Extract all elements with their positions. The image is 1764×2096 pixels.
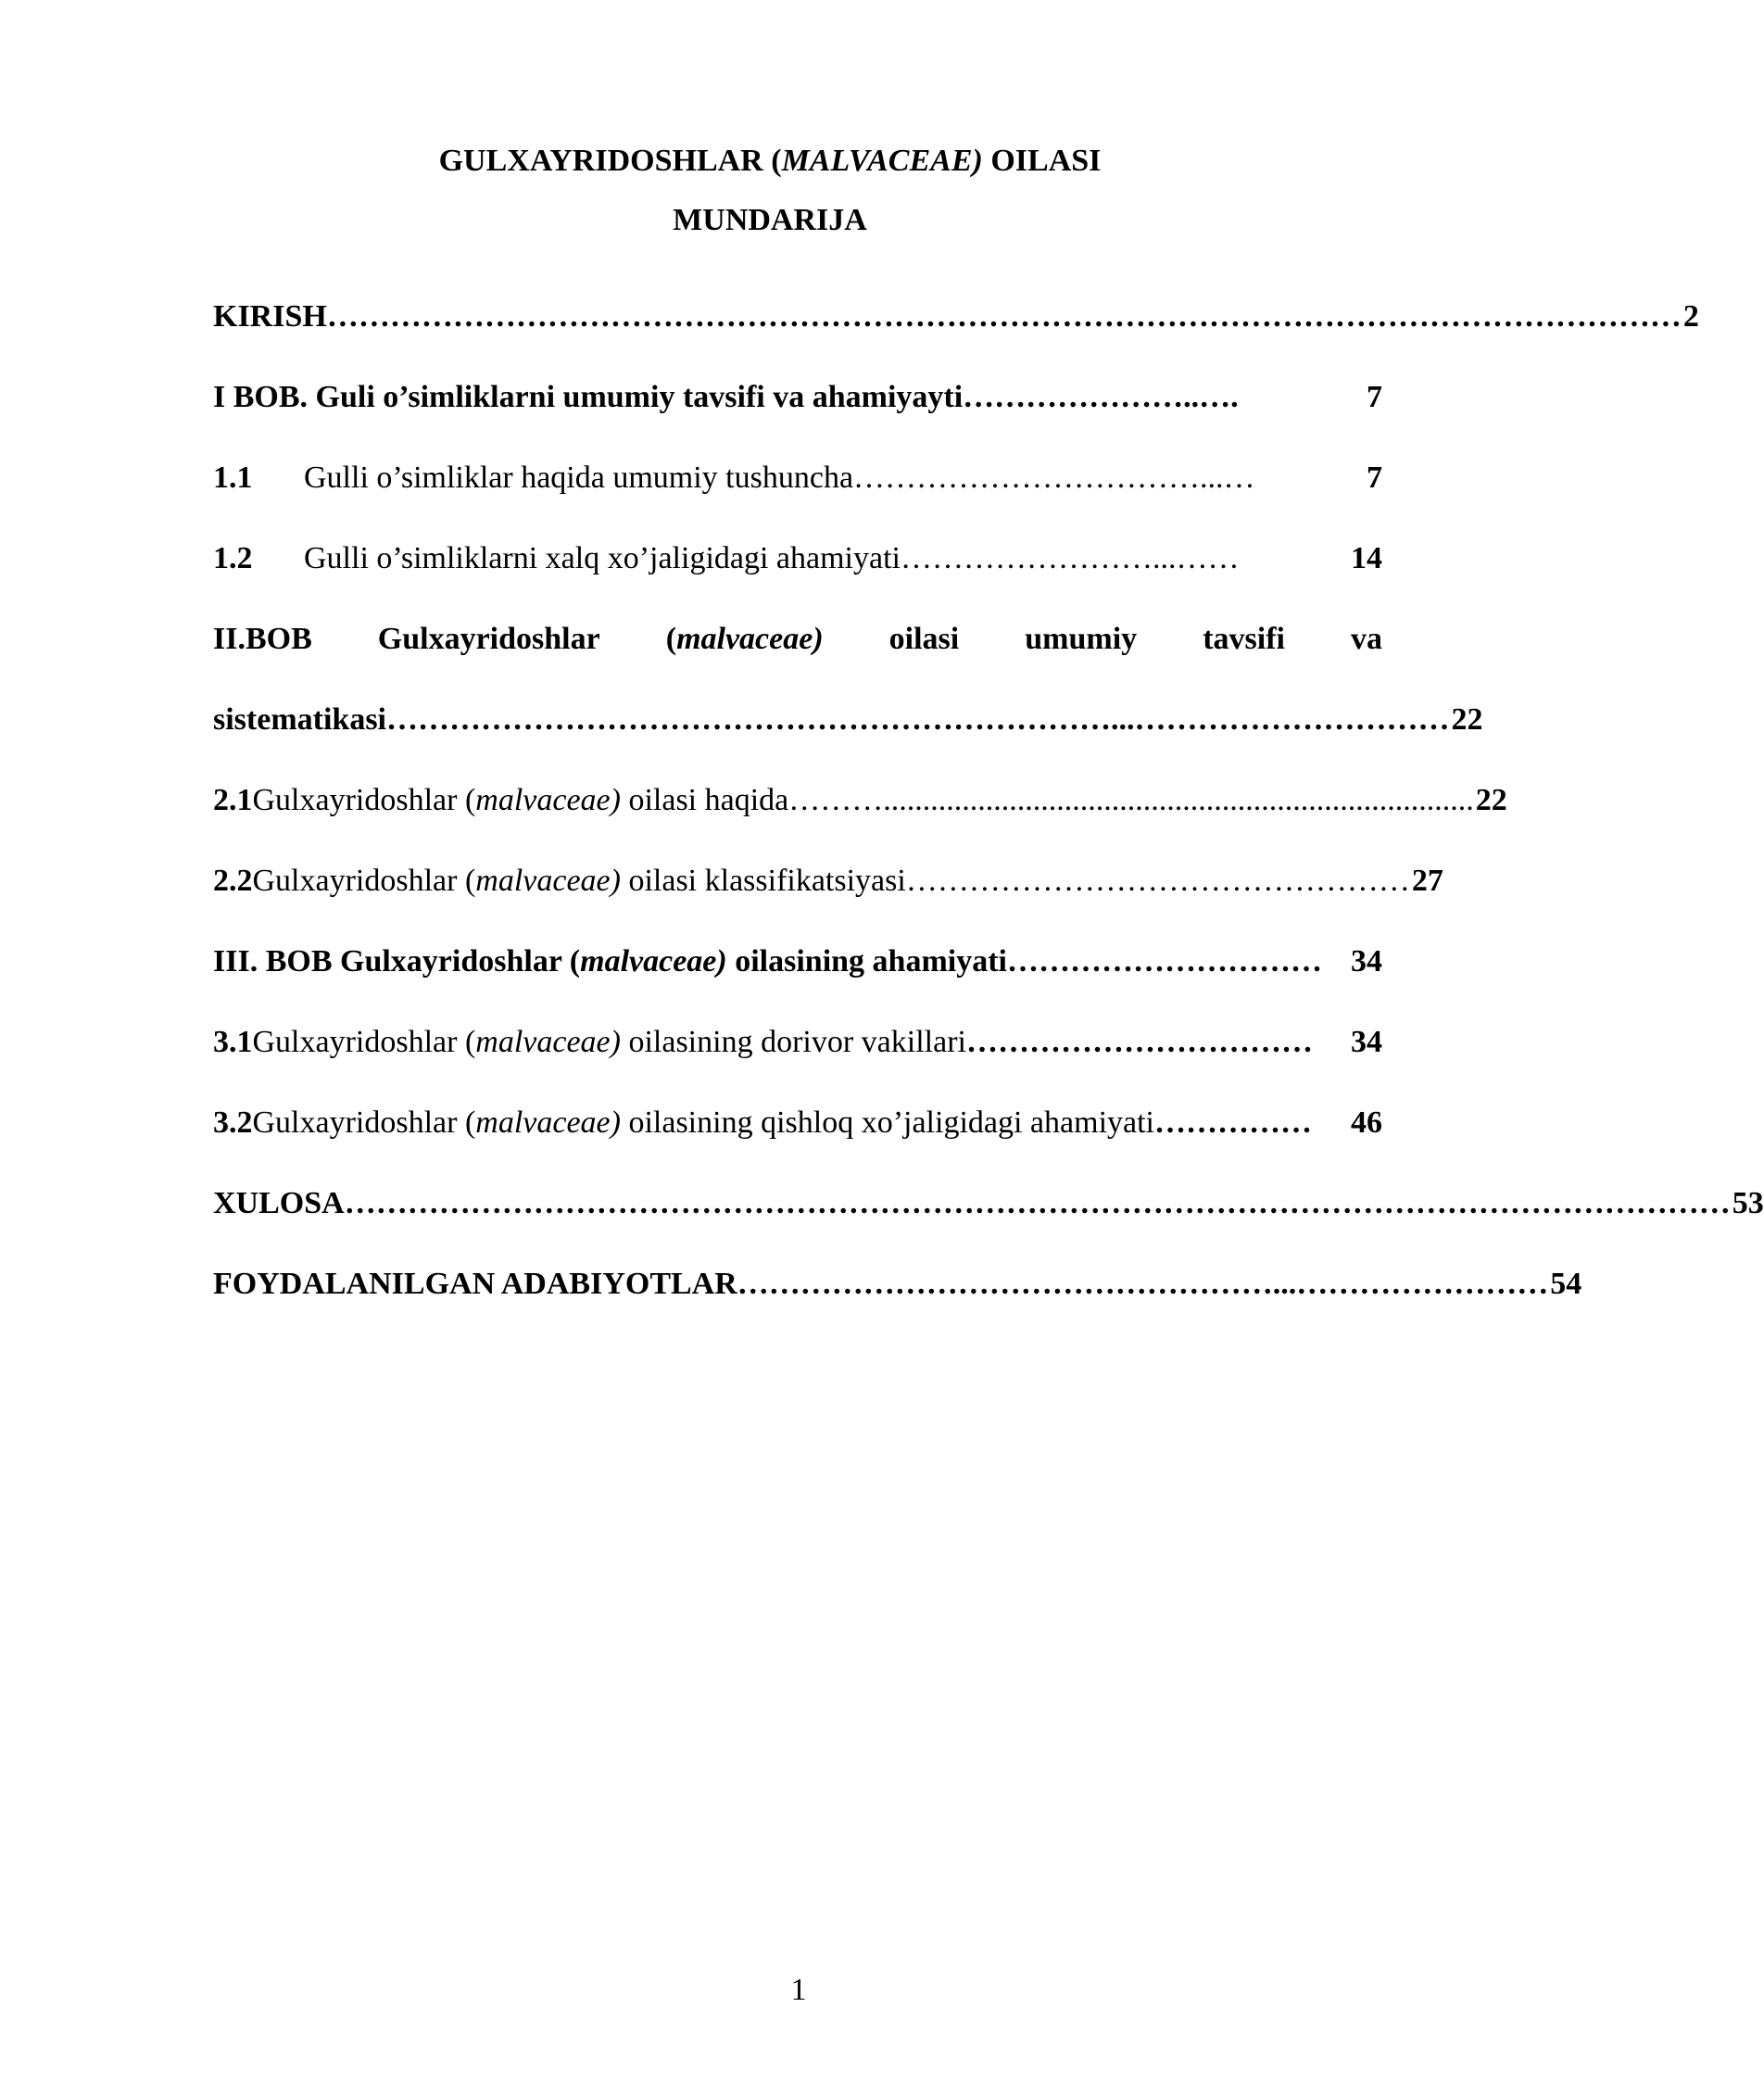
toc-entry-chapter-2[interactable] — [213, 599, 1382, 679]
toc-leader-dots: ……………………………………………………………...………………………… — [386, 701, 1450, 737]
label-suffix: oilasi klassifikatsiyasi — [620, 863, 906, 898]
toc-word: tavsifi — [1203, 621, 1285, 656]
toc-section-number: 2.2 — [213, 863, 253, 898]
table-of-contents — [213, 276, 1764, 1324]
toc-page-number: 34 — [1351, 943, 1382, 979]
label-italic: malvaceae) — [475, 863, 621, 898]
toc-word-italic-part: malvaceae) — [676, 621, 824, 656]
label-italic: malvaceae) — [475, 782, 621, 817]
toc-word-italic: (malvaceae) — [665, 621, 824, 656]
toc-entry-label: Gulli o’simliklarni xalq xo’jaligidagi ahamiyati — [304, 540, 901, 575]
toc-page-number: 34 — [1351, 1024, 1382, 1059]
toc-entry-chapter-2-cont[interactable] — [213, 679, 1483, 760]
label-suffix: oilasining ahamiyati — [726, 943, 1007, 979]
toc-entry-chapter-1[interactable] — [213, 357, 1382, 437]
toc-page-number: 22 — [1475, 782, 1507, 817]
label-prefix: Gulxayridoshlar ( — [252, 1105, 476, 1140]
toc-page-number: 2 — [1682, 298, 1699, 334]
toc-section-number: 3.1 — [213, 1024, 253, 1059]
toc-entry-label — [253, 783, 789, 818]
toc-leader-dots: ……………………...…… — [901, 540, 1240, 575]
toc-leader-dots: …………………..…. — [963, 379, 1239, 414]
toc-page-number: 7 — [1367, 460, 1382, 495]
toc-word: va — [1350, 621, 1382, 656]
toc-entry-label: Gulli o’simliklar haqida umumiy tushuncha — [304, 460, 854, 495]
page-number: 1 — [790, 1973, 807, 2007]
document-title — [57, 139, 1482, 183]
toc-entry-kirish[interactable] — [213, 276, 1699, 357]
label-prefix: Gulxayridoshlar ( — [252, 1024, 476, 1059]
toc-page-number: 53 — [1732, 1185, 1764, 1220]
page-header — [0, 139, 1482, 243]
toc-entry-label: sistematikasi — [213, 701, 386, 737]
toc-section-number: 1.1 — [213, 460, 253, 495]
toc-entry-1-2[interactable] — [213, 518, 1382, 599]
toc-entry-xulosa[interactable] — [213, 1163, 1764, 1244]
toc-entry-3-1[interactable] — [213, 1002, 1382, 1082]
toc-page-number: 22 — [1451, 701, 1483, 737]
toc-word: II.BOB — [213, 621, 312, 656]
toc-leader-dots: ………………………………………………………………………………………………………………… — [326, 298, 1682, 334]
title-suffix: OILASI — [982, 144, 1102, 178]
label-prefix: III. BOB Gulxayridoshlar ( — [213, 943, 581, 979]
label-suffix: oilasi haqida — [620, 782, 789, 817]
label-prefix: Gulxayridoshlar ( — [252, 863, 476, 898]
label-prefix: Gulxayridoshlar ( — [252, 782, 476, 817]
toc-section-number: 1.2 — [213, 540, 253, 575]
toc-page-number: 46 — [1351, 1105, 1382, 1140]
toc-entry-label — [253, 1025, 966, 1060]
toc-entry-2-2[interactable] — [213, 840, 1443, 921]
label-italic: malvaceae) — [475, 1105, 621, 1140]
toc-leader-dots: …………… — [1154, 1105, 1312, 1140]
toc-leader-dots: …………………………………………………………………………………………………………………… — [344, 1185, 1731, 1220]
toc-word: oilasi — [888, 621, 960, 656]
toc-word: Gulxayridoshlar — [377, 621, 600, 656]
label-suffix: oilasining qishloq xo’jaligidagi ahamiyati — [620, 1105, 1154, 1140]
toc-entry-label: XULOSA — [213, 1185, 345, 1220]
toc-leader-dots: ………........................................................................... — [788, 782, 1474, 817]
toc-entry-label: FOYDALANILGAN ADABIYOTLAR — [213, 1266, 737, 1301]
title-italic: MALVACEAE) — [781, 144, 983, 178]
label-italic: malvaceae) — [580, 943, 727, 979]
toc-leader-dots: …………………………… — [965, 1024, 1313, 1059]
toc-entry-1-1[interactable] — [213, 437, 1382, 518]
toc-leader-dots: ………………………………………… — [905, 863, 1410, 898]
toc-entry-label — [213, 944, 1007, 979]
toc-entry-3-2[interactable] — [213, 1082, 1382, 1163]
toc-entry-2-1[interactable] — [213, 760, 1507, 840]
toc-entry-chapter-3[interactable] — [213, 921, 1382, 1002]
toc-entry-label: I BOB. Guli o’simliklarni umumiy tavsifi va ahamiyayti — [213, 379, 964, 414]
toc-entry-label: KIRISH — [213, 298, 327, 334]
toc-heading: MUNDARIJA — [673, 203, 867, 237]
toc-leader-dots: ……………………………………………...…………………… — [737, 1266, 1549, 1301]
title-prefix: GULXAYRIDOSHLAR ( — [438, 144, 782, 178]
toc-page-number: 14 — [1351, 540, 1382, 575]
toc-section-number: 3.2 — [213, 1105, 253, 1140]
toc-page-number: 54 — [1550, 1266, 1582, 1301]
toc-entry-label — [253, 864, 906, 899]
toc-entry-label — [253, 1105, 1155, 1141]
toc-page-number: 7 — [1367, 379, 1382, 414]
toc-section-number: 2.1 — [213, 782, 253, 817]
toc-word: umumiy — [1025, 621, 1138, 656]
toc-entry-references[interactable] — [213, 1244, 1582, 1324]
toc-leader-dots: ………………………… — [1007, 943, 1322, 979]
label-italic: malvaceae) — [475, 1024, 621, 1059]
toc-leader-dots: ……………………………...… — [853, 460, 1255, 495]
label-suffix: oilasining dorivor vakillari — [620, 1024, 966, 1059]
toc-page-number: 27 — [1411, 863, 1443, 898]
